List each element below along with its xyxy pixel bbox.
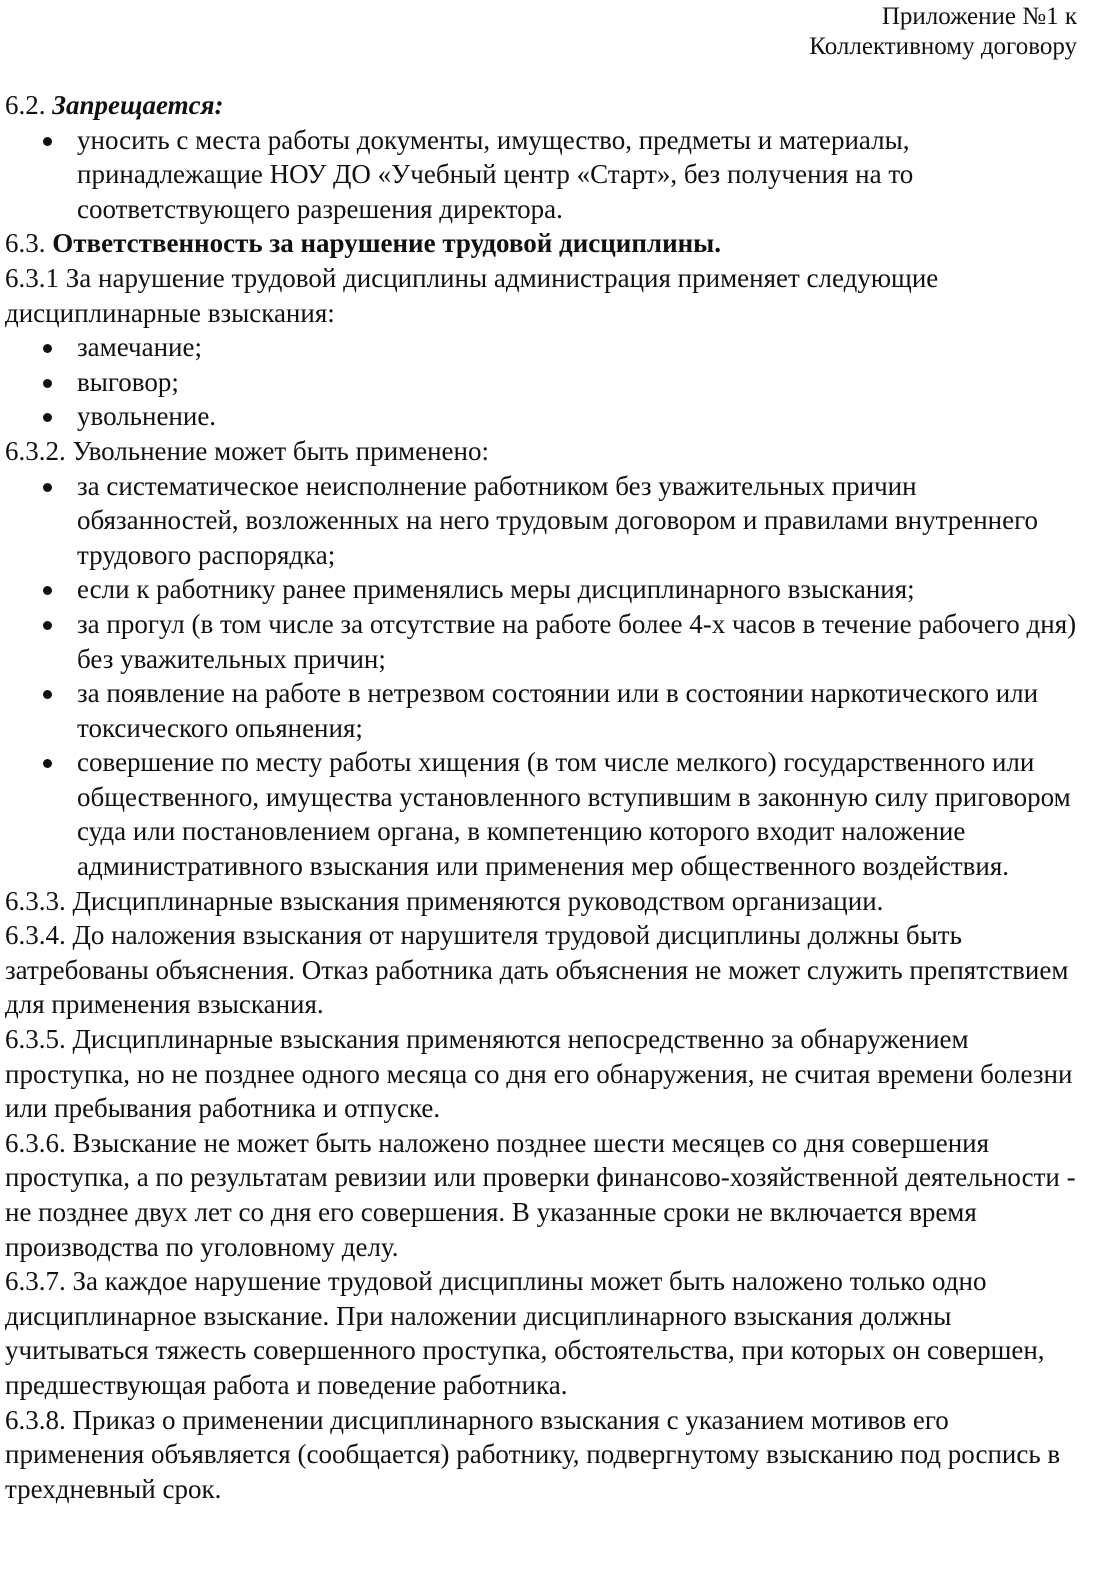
- list-item: [77, 365, 1080, 400]
- bullet-icon: [43, 586, 52, 595]
- list-item: [77, 469, 1080, 573]
- bullet-icon: [43, 344, 52, 353]
- appendix-line-2: Коллективному договору: [809, 33, 1077, 60]
- list-item-text: выговор;: [77, 366, 179, 397]
- section-6-3-1-list: [5, 330, 1080, 434]
- section-6-2-heading: [5, 88, 1080, 123]
- list-item: [77, 330, 1080, 365]
- list-item-text: совершение по месту работы хищения (в том числе мелкого) государственного или общественного, имущества установленного вступившим в законную силу приговором суда или постановлением органа, в компетенцию которого входит наложение административного взыскания или применения мер общественного воздействия.: [77, 747, 1071, 882]
- bullet-icon: [43, 379, 52, 388]
- list-item-text: за систематическое неисполнение работником без уважительных причин обязанностей, возложенных на него трудовым договором и правилами внутреннего трудового распорядка;: [77, 470, 1039, 570]
- section-6-2-list: [5, 123, 1080, 227]
- bullet-icon: [43, 483, 52, 492]
- list-item: [77, 745, 1080, 883]
- list-item-text: уносить с места работы документы, имущество, предметы и материалы, принадлежащие НОУ ДО «Учебный центр «Старт», без получения на то соответствующего разрешения директора.: [77, 124, 914, 224]
- bullet-icon: [43, 690, 52, 699]
- bullet-icon: [43, 413, 52, 422]
- list-item-text: за появление на работе в нетрезвом состоянии или в состоянии наркотического или токсического опьянения;: [77, 678, 1039, 743]
- section-title: Запрещается:: [52, 90, 224, 120]
- document-body: [5, 88, 1080, 1506]
- list-item-text: увольнение.: [77, 401, 217, 432]
- appendix-line-1: Приложение №1 к: [881, 3, 1077, 30]
- bullet-icon: [43, 759, 52, 768]
- bullet-icon: [43, 621, 52, 630]
- list-item: [77, 399, 1080, 434]
- list-item: [77, 676, 1080, 745]
- list-item: [77, 572, 1080, 607]
- section-6-3-heading: [5, 226, 1080, 261]
- section-number: 6.3.: [5, 228, 53, 259]
- list-item: [77, 123, 1080, 227]
- list-item: [77, 607, 1080, 676]
- section-6-3-6: 6.3.6. Взыскание не может быть наложено позднее шести месяцев со дня совершения проступка, а по результатам ревизии или проверки финансово-хозяйственной деятельности - не позднее двух лет со дня его совершения. В указанные сроки не включается время производства по уголовному делу.: [5, 1127, 1076, 1262]
- section-6-3-2: 6.3.2. Увольнение может быть применено:: [5, 435, 489, 466]
- list-item-text: за прогул (в том числе за отсутствие на работе более 4-х часов в течение рабочего дня) без уважительных причин;: [77, 608, 1077, 674]
- list-item-text: если к работнику ранее применялись меры дисциплинарного взыскания;: [77, 574, 915, 605]
- appendix-header: [5, 0, 1077, 62]
- section-6-3-5: 6.3.5. Дисциплинарные взыскания применяются непосредственно за обнаружением проступка, но не позднее одного месяца со дня его обнаружения, не считая времени болезни или пребывания работника и отпуске.: [5, 1024, 1073, 1124]
- section-number: 6.2.: [5, 90, 53, 120]
- section-6-3-2-list: [5, 469, 1080, 884]
- bullet-icon: [43, 137, 52, 146]
- section-6-3-4: 6.3.4. До наложения взыскания от нарушителя трудовой дисциплины должны быть затребованы объяснения. Отказ работника дать объяснения не может служить препятствием для применения взыскания.: [5, 920, 1069, 1020]
- section-title: Ответственность за нарушение трудовой дисциплины.: [52, 228, 722, 259]
- section-6-3-8: 6.3.8. Приказ о применении дисциплинарного взыскания с указанием мотивов его применения объявляется (сообщается) работнику, подвергнутому взысканию под роспись в трехдневный срок.: [5, 1404, 1061, 1504]
- section-6-3-1: 6.3.1 За нарушение трудовой дисциплины администрация применяет следующие дисциплинарные взыскания:: [5, 262, 939, 328]
- list-item-text: замечание;: [77, 332, 202, 363]
- section-6-3-7: 6.3.7. За каждое нарушение трудовой дисциплины может быть наложено только одно дисциплинарное взыскание. При наложении дисциплинарного взыскания должны учитываться тяжесть совершенного проступка, обстоятельства, при которых он совершен, предшествующая работа и поведение работника.: [5, 1266, 1045, 1400]
- section-6-3-3: 6.3.3. Дисциплинарные взыскания применяются руководством организации.: [5, 885, 884, 916]
